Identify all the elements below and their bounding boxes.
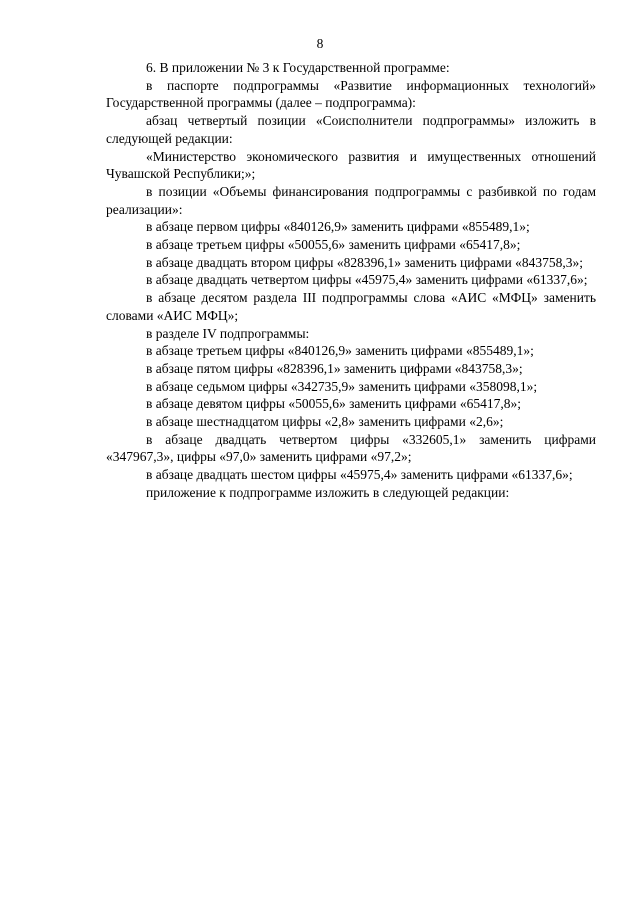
paragraph-first-abzac: в абзаце первом цифры «840126,9» заменить цифрами «855489,1»; <box>146 219 530 235</box>
paragraph-twenty-second-abzac: в абзаце двадцать втором цифры «828396,1» заменить цифрами «843758,3»; <box>146 254 584 270</box>
document-body <box>106 59 596 502</box>
paragraph-twenty-fourth-abzac: в абзаце двадцать четвертом цифры «45975,4» заменить цифрами «61337,6»; <box>146 272 588 288</box>
paragraph-subprogram-passport: в паспорте подпрограммы «Развитие информационных технологий» Государственной программы (далее – подпрограмма): <box>106 77 596 111</box>
paragraph-third-abzac: в абзаце третьем цифры «50055,6» заменить цифрами «65417,8»; <box>146 237 521 253</box>
paragraph-iv-ninth: в абзаце девятом цифры «50055,6» заменить цифрами «65417,8»; <box>146 396 522 412</box>
paragraph-section-iii: в абзаце десятом раздела III подпрограммы слова «АИС «МФЦ» заменить словами «АИС МФЦ»; <box>106 290 596 323</box>
paragraph-section-iv: в разделе IV подпрограммы: <box>146 325 310 341</box>
paragraph-item-6: 6. В приложении № 3 к Государственной программе: <box>146 60 450 75</box>
paragraph-appendix: приложение к подпрограмме изложить в следующей редакции: <box>146 484 510 500</box>
paragraph-iv-twenty-sixth: в абзаце двадцать шестом цифры «45975,4» заменить цифрами «61337,6»; <box>146 467 573 483</box>
paragraph-iv-seventh: в абзаце седьмом цифры «342735,9» заменить цифрами «358098,1»; <box>146 378 538 394</box>
paragraph-iv-third: в абзаце третьем цифры «840126,9» заменить цифрами «855489,1»; <box>146 343 534 359</box>
page-number: 8 <box>316 36 324 51</box>
paragraph-iv-twenty-fourth: в абзаце двадцать четвертом цифры «332605,1» заменить цифрами «347967,3», цифры «97,0» заменить цифрами «97,2»; <box>106 431 596 465</box>
paragraph-funding-volumes: в позиции «Объемы финансирования подпрограммы с разбивкой по годам реализации»: <box>106 183 596 217</box>
paragraph-co-executors: абзац четвертый позиции «Соисполнители подпрограммы» изложить в следующей редакции: <box>106 113 596 146</box>
paragraph-ministry: «Министерство экономического развития и имущественных отношений Чувашской Республики;»; <box>106 148 596 182</box>
paragraph-iv-fifth: в абзаце пятом цифры «828396,1» заменить цифрами «843758,3»; <box>146 360 523 376</box>
paragraph-iv-sixteenth: в абзаце шестнадцатом цифры «2,8» заменить цифрами «2,6»; <box>146 414 504 430</box>
